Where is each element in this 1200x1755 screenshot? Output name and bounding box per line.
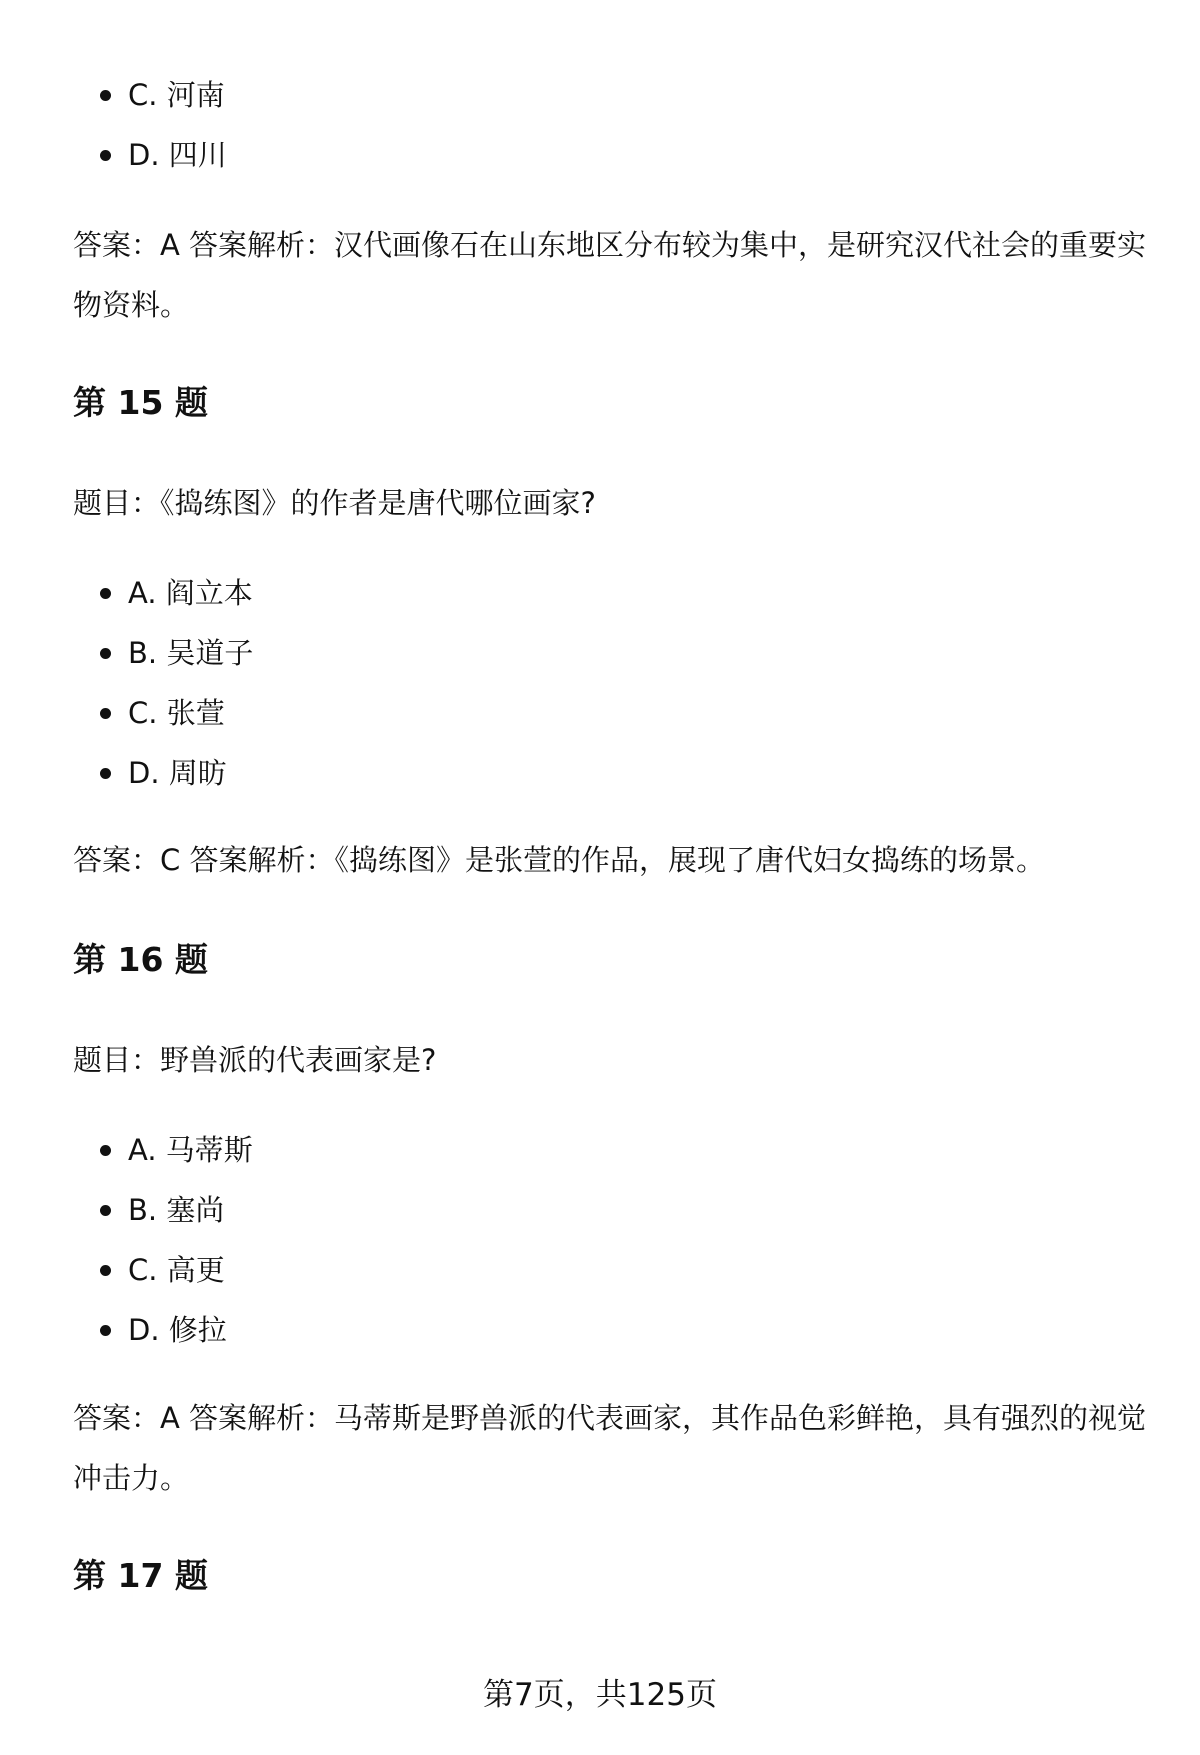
bullet-icon <box>100 588 111 599</box>
option-d: D. 修拉 <box>73 1310 1153 1370</box>
question-17-heading: 第 17 题 <box>73 1556 208 1595</box>
bullet-icon <box>100 150 111 161</box>
option-a: A. 马蒂斯 <box>73 1130 1153 1190</box>
question-16-options <box>73 1130 1153 1370</box>
bullet-icon <box>100 1205 111 1216</box>
bullet-icon <box>100 708 111 719</box>
question-15-options <box>73 573 1153 813</box>
prev-question-answer: 答案：A 答案解析：汉代画像石在山东地区分布较为集中，是研究汉代社会的重要实物资料。 <box>73 228 1147 322</box>
option-d: D. 四川 <box>73 135 1153 195</box>
question-16-heading: 第 16 题 <box>73 940 208 979</box>
page-footer: 第7页，共125页 <box>483 1677 717 1713</box>
option-c: C. 高更 <box>73 1250 1153 1310</box>
prev-question-options <box>73 75 1153 195</box>
question-16-answer: 答案：A 答案解析：马蒂斯是野兽派的代表画家，其作品色彩鲜艳，具有强烈的视觉冲击力。 <box>73 1401 1147 1495</box>
bullet-icon <box>100 1145 111 1156</box>
question-15-text: 题目：《捣练图》的作者是唐代哪位画家? <box>73 486 596 520</box>
option-b: B. 吴道子 <box>73 633 1153 693</box>
question-15-heading: 第 15 题 <box>73 383 208 422</box>
option-c: C. 河南 <box>73 75 1153 135</box>
bullet-icon <box>100 1265 111 1276</box>
bullet-icon <box>100 90 111 101</box>
bullet-icon <box>100 768 111 779</box>
bullet-icon <box>100 1325 111 1336</box>
bullet-icon <box>100 648 111 659</box>
option-a: A. 阎立本 <box>73 573 1153 633</box>
question-16-text: 题目：野兽派的代表画家是? <box>73 1043 437 1077</box>
option-d: D. 周昉 <box>73 753 1153 813</box>
option-c: C. 张萱 <box>73 693 1153 753</box>
question-15-answer: 答案：C 答案解析：《捣练图》是张萱的作品，展现了唐代妇女捣练的场景。 <box>73 843 1045 877</box>
option-b: B. 塞尚 <box>73 1190 1153 1250</box>
